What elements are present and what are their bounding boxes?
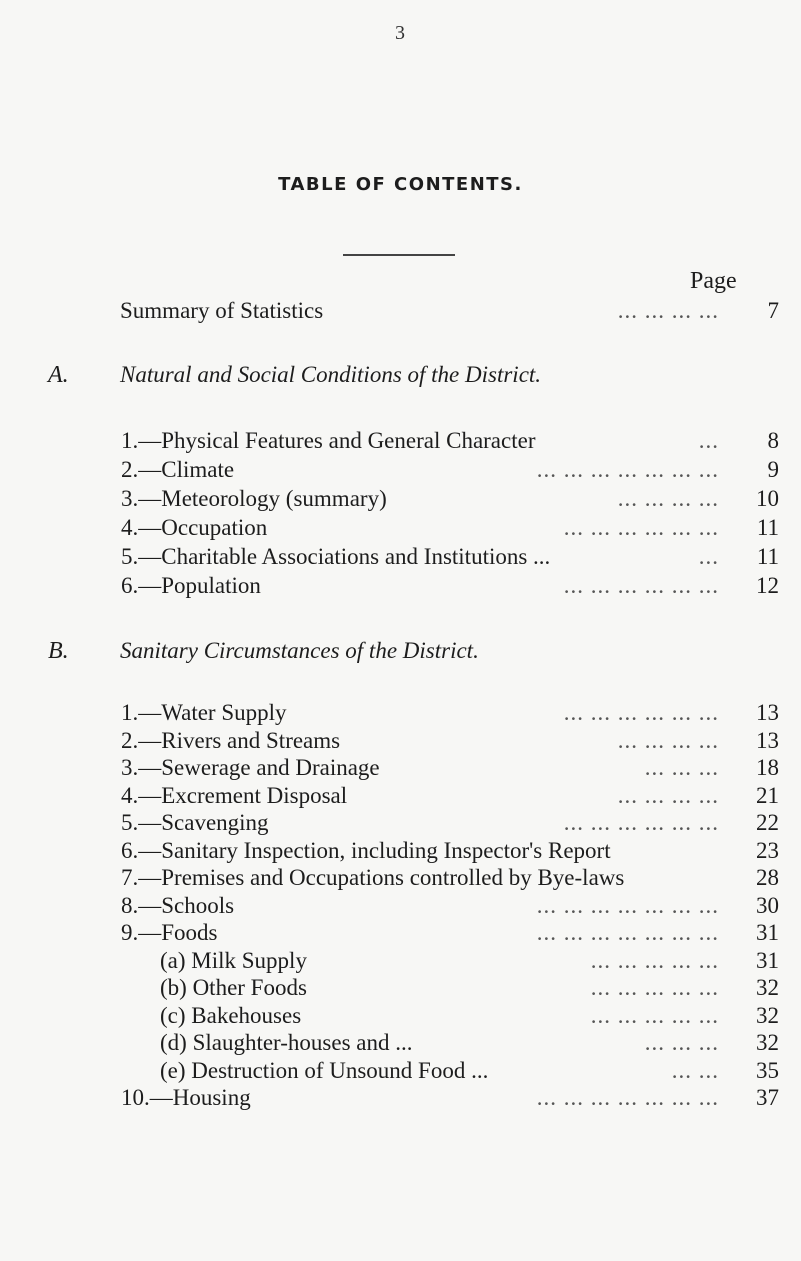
leader-dots: ...	[698, 428, 719, 453]
contents-entry	[0, 863, 801, 893]
page-column-header: Page	[690, 268, 737, 294]
entry-label: 7.—Premises and Occupations controlled by Bye-laws	[121, 865, 625, 890]
contents-entry	[0, 455, 801, 485]
entry-label: 1.—Water Supply	[121, 700, 287, 725]
entry-label: 1.—Physical Features and General Character	[121, 428, 536, 453]
entry-label: (d) Slaughter-houses and ...	[160, 1030, 413, 1055]
contents-entry	[0, 781, 801, 811]
entry-label: 8.—Schools	[121, 892, 235, 918]
contents-entry	[0, 571, 801, 601]
entry-label: (e) Destruction of Unsound Food ...	[160, 1057, 489, 1083]
leader-dots: ... ... ... ... ... ...	[563, 515, 719, 540]
leader-dots: ... ... ...	[644, 755, 719, 780]
leader-dots: ... ... ... ... ... ... ...	[536, 920, 719, 945]
summary-label: Summary of Statistics	[120, 298, 324, 323]
leader-dots: ... ... ... ... ... ...	[563, 810, 719, 835]
entry-label: 6.—Sanitary Inspection, including Inspector's Report	[121, 837, 611, 863]
leader-dots: ... ... ... ...	[617, 298, 719, 323]
entry-label: 4.—Occupation	[121, 515, 268, 540]
leader-dots: ... ... ... ...	[617, 727, 719, 753]
leader-dots: ... ... ... ... ...	[590, 975, 719, 1000]
page-ref: 12	[756, 573, 779, 598]
page-ref: 7	[767, 298, 779, 323]
contents-entry	[0, 753, 801, 783]
leader-dots: ... ... ... ...	[617, 782, 719, 808]
leader-dots: ... ... ... ... ... ...	[563, 700, 719, 725]
contents-entry	[0, 1001, 801, 1031]
page-ref: 9	[767, 457, 779, 482]
leader-dots: ... ... ... ... ... ... ...	[536, 892, 719, 918]
page-ref: 13	[756, 700, 779, 725]
page-ref: 32	[756, 1002, 779, 1028]
page-ref: 31	[756, 920, 779, 945]
page-ref: 37	[756, 1085, 779, 1110]
page-ref: 22	[756, 810, 779, 835]
entry-label: 3.—Meteorology (summary)	[121, 486, 387, 511]
contents-entry	[0, 1083, 801, 1113]
entry-label: (c) Bakehouses	[160, 1002, 302, 1028]
page-ref: 31	[756, 947, 779, 973]
leader-dots: ... ... ...	[644, 1030, 719, 1055]
page-ref: 11	[756, 515, 779, 540]
leader-dots: ... ... ... ... ... ... ...	[536, 457, 719, 482]
entry-label: 2.—Rivers and Streams	[121, 727, 341, 753]
page-number: 3	[395, 22, 405, 44]
contents-entry	[0, 808, 801, 838]
contents-entry	[0, 891, 801, 921]
section-b-title: Sanitary Circumstances of the District.	[120, 638, 479, 663]
section-a-letter: A.	[48, 362, 69, 388]
leader-dots: ... ...	[671, 1057, 719, 1083]
entry-label: (a) Milk Supply	[160, 947, 307, 973]
leader-dots: ... ... ... ... ... ...	[563, 573, 719, 598]
contents-entry	[0, 836, 801, 866]
page-ref: 10	[756, 486, 779, 511]
entry-label: 2.—Climate	[121, 457, 235, 482]
leader-dots: ... ... ... ... ... ... ...	[536, 1085, 719, 1110]
page-ref: 32	[756, 975, 779, 1000]
entry-label: 5.—Charitable Associations and Institutions ...	[121, 544, 551, 569]
page-ref: 35	[756, 1057, 779, 1083]
leader-dots: ... ... ... ... ...	[590, 1002, 719, 1028]
section-b-letter: B.	[48, 638, 69, 664]
contents-entry	[0, 1056, 801, 1086]
page-ref: 23	[756, 837, 779, 863]
page-ref: 28	[756, 865, 779, 890]
contents-entry	[0, 1028, 801, 1058]
entry-label: 3.—Sewerage and Drainage	[121, 755, 380, 780]
entry-label: (b) Other Foods	[160, 975, 307, 1000]
leader-dots: ...	[698, 544, 719, 569]
contents-entry	[0, 973, 801, 1003]
page-ref: 13	[756, 727, 779, 753]
entry-label: 9.—Foods	[121, 920, 218, 945]
entry-label: 5.—Scavenging	[121, 810, 269, 835]
contents-title: TABLE OF CONTENTS.	[278, 174, 523, 195]
page-ref: 30	[756, 892, 779, 918]
leader-dots: ... ... ... ...	[617, 486, 719, 511]
entry-label: 4.—Excrement Disposal	[121, 782, 348, 808]
leader-dots: ... ... ... ... ...	[590, 947, 719, 973]
contents-entry	[0, 513, 801, 543]
contents-entry	[0, 698, 801, 728]
title-rule	[343, 254, 455, 256]
page-ref: 21	[756, 782, 779, 808]
entry-label: 10.—Housing	[121, 1085, 251, 1110]
page-ref: 8	[767, 428, 779, 453]
page-ref: 18	[756, 755, 779, 780]
contents-entry	[0, 946, 801, 976]
contents-entry	[0, 542, 801, 572]
entry-label: 6.—Population	[121, 573, 261, 598]
contents-entry	[0, 726, 801, 756]
summary-entry	[0, 296, 801, 326]
contents-entry	[0, 918, 801, 948]
contents-entry	[0, 426, 801, 456]
contents-entry	[0, 484, 801, 514]
page-ref: 11	[756, 544, 779, 569]
page-ref: 32	[756, 1030, 779, 1055]
section-a-title: Natural and Social Conditions of the District.	[120, 362, 542, 387]
